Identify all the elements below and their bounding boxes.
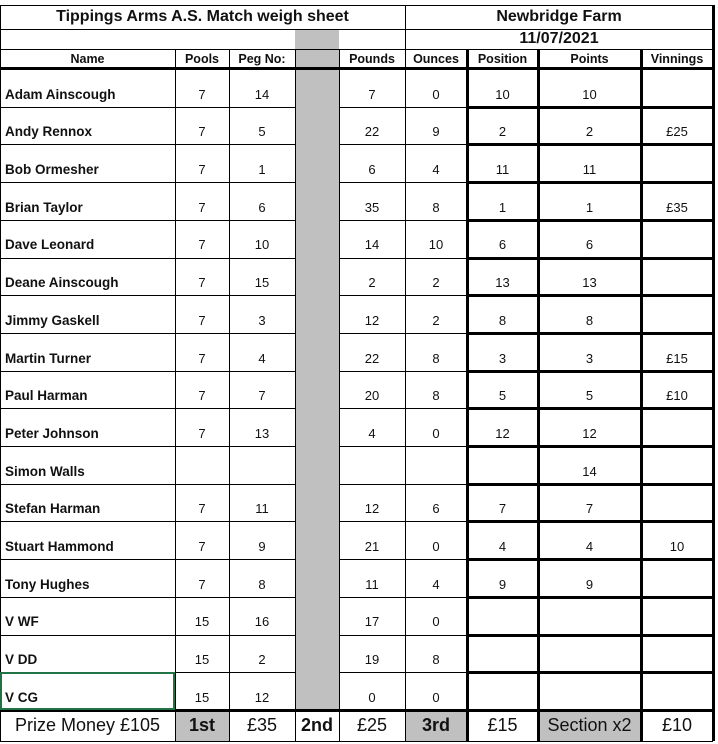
grid-line-horizontal [467, 483, 713, 486]
first-place-amount: £35 [246, 715, 278, 735]
pools-cell[interactable]: 7 [198, 237, 206, 253]
position-cell[interactable]: 11 [495, 162, 510, 178]
position-cell[interactable]: 4 [498, 539, 507, 555]
angler-name-cell[interactable]: Tony Hughes [5, 576, 90, 592]
peg-cell[interactable]: 16 [254, 614, 270, 630]
grid-line-horizontal [467, 671, 713, 674]
header-pounds: Pounds [349, 51, 395, 66]
pools-cell[interactable]: 15 [194, 614, 210, 630]
grid-line-horizontal [0, 67, 713, 70]
pools-cell[interactable]: 7 [198, 576, 206, 592]
angler-name-cell[interactable]: Simon Walls [5, 463, 85, 479]
pounds-cell[interactable]: 35 [364, 199, 380, 215]
grid-line-vertical [175, 49, 176, 741]
winnings-cell[interactable] [641, 559, 713, 597]
grid-line-vertical [295, 49, 296, 741]
grid-line-horizontal [467, 370, 713, 373]
pools-cell[interactable]: 7 [198, 539, 206, 555]
position-cell[interactable] [467, 597, 538, 635]
angler-name-cell[interactable]: Jimmy Gaskell [5, 312, 100, 328]
points-cell[interactable]: 4 [585, 539, 594, 555]
peg-cell[interactable]: 6 [258, 199, 266, 215]
ounces-cell[interactable]: 9 [432, 124, 440, 140]
grid-line-horizontal [0, 408, 295, 409]
peg-cell[interactable]: 13 [254, 425, 270, 441]
pools-cell[interactable]: 7 [198, 199, 206, 215]
grid-line-horizontal [0, 333, 295, 334]
grid-line-horizontal [339, 371, 467, 372]
points-cell[interactable]: 10 [582, 86, 597, 102]
grid-line-horizontal [339, 672, 467, 673]
third-place-label: 3rd [405, 710, 467, 741]
grid-line-vertical [339, 49, 340, 741]
angler-name-cell[interactable]: Peter Johnson [5, 425, 99, 441]
points-cell[interactable]: 12 [582, 425, 597, 441]
grid-line-horizontal [339, 446, 467, 447]
points-cell[interactable]: 6 [585, 237, 594, 253]
points-cell[interactable]: 7 [585, 501, 594, 517]
grid-line-horizontal [339, 258, 467, 259]
grid-line-horizontal [339, 521, 467, 522]
winnings-cell[interactable] [641, 69, 713, 107]
ounces-cell[interactable]: 4 [432, 162, 440, 178]
grid-line-horizontal [467, 106, 713, 109]
pools-cell[interactable]: 7 [198, 501, 206, 517]
grid-line-horizontal [467, 332, 713, 335]
cell-selection-outline [0, 672, 175, 710]
pools-cell[interactable]: 7 [198, 350, 206, 366]
grid-line-horizontal [0, 49, 713, 50]
peg-cell[interactable]: 9 [258, 539, 266, 555]
pounds-cell[interactable]: 6 [368, 162, 376, 178]
angler-name-cell[interactable]: Paul Harman [5, 388, 88, 404]
angler-name-cell[interactable]: V WF [5, 614, 39, 630]
grid-line-horizontal [0, 521, 295, 522]
grid-line-vertical [537, 49, 540, 741]
position-cell[interactable]: 9 [498, 576, 507, 592]
pounds-cell[interactable] [339, 446, 405, 484]
pools-cell[interactable]: 7 [198, 124, 206, 140]
grid-line-horizontal [0, 258, 295, 259]
grid-line-horizontal [0, 29, 713, 30]
grid-line-horizontal [0, 182, 295, 183]
grid-line-horizontal [467, 143, 713, 146]
header-winnings: Vinnings [650, 51, 704, 66]
venue-name: Newbridge Farm [496, 8, 622, 25]
points-cell[interactable]: 3 [585, 350, 594, 366]
position-cell[interactable]: 3 [498, 350, 507, 366]
ounces-cell[interactable]: 8 [432, 350, 440, 366]
peg-cell[interactable] [229, 446, 295, 484]
grid-line-horizontal [467, 219, 713, 222]
points-cell[interactable]: 11 [582, 162, 597, 178]
angler-name-cell[interactable]: Andy Rennox [5, 124, 93, 140]
ounces-cell[interactable] [405, 446, 467, 484]
header-points: Points [570, 51, 609, 66]
second-place-amount: £25 [356, 715, 388, 735]
ounces-cell[interactable]: 0 [432, 539, 440, 555]
position-cell[interactable]: 7 [498, 501, 507, 517]
header-pools: Pools [184, 51, 220, 66]
grid-line-horizontal [339, 333, 467, 334]
ounces-cell[interactable]: 0 [432, 614, 440, 630]
grid-line-horizontal [467, 181, 713, 184]
grid-line-horizontal [0, 295, 295, 296]
winnings-cell[interactable]: £25 [666, 124, 688, 140]
peg-cell[interactable]: 12 [254, 689, 270, 705]
pounds-cell[interactable]: 7 [368, 86, 376, 102]
angler-name-cell[interactable]: V DD [5, 652, 38, 668]
grid-line-horizontal [467, 596, 713, 599]
grid-line-horizontal [0, 559, 295, 560]
peg-cell[interactable]: 8 [258, 576, 266, 592]
points-cell[interactable] [538, 672, 641, 710]
points-cell[interactable]: 2 [585, 124, 594, 140]
pounds-cell[interactable]: 21 [364, 539, 380, 555]
winnings-cell[interactable] [641, 635, 713, 673]
match-date: 11/07/2021 [519, 30, 599, 47]
points-cell[interactable]: 8 [585, 312, 594, 328]
header-ounces: Ounces [413, 51, 459, 66]
pounds-cell[interactable]: 17 [364, 614, 380, 630]
grid-line-horizontal [0, 107, 295, 108]
pools-cell[interactable]: 7 [198, 425, 206, 441]
points-cell[interactable] [538, 635, 641, 673]
ounces-cell[interactable]: 0 [432, 425, 440, 441]
pools-cell[interactable]: 7 [198, 86, 206, 102]
grid-line-horizontal [0, 446, 295, 447]
grid-line-horizontal [467, 520, 713, 523]
winnings-cell[interactable]: £10 [666, 388, 688, 404]
grid-line-vertical [405, 5, 406, 741]
grid-line-horizontal [339, 182, 467, 183]
prize-money-label: Prize Money £105 [14, 715, 161, 735]
points-cell[interactable]: 5 [585, 388, 594, 404]
winnings-cell[interactable]: 10 [669, 539, 685, 555]
ounces-cell[interactable]: 10 [428, 237, 444, 253]
peg-cell[interactable]: 5 [258, 124, 266, 140]
peg-cell[interactable]: 3 [258, 312, 266, 328]
header-position: Position [477, 51, 528, 66]
pounds-cell[interactable]: 4 [368, 425, 376, 441]
grid-line-horizontal [467, 445, 713, 448]
header-peg: Peg No: [238, 51, 286, 66]
ounces-cell[interactable]: 8 [432, 388, 440, 404]
position-cell[interactable] [467, 635, 538, 673]
grid-line-horizontal [467, 558, 713, 561]
header-name: Name [70, 51, 105, 66]
winnings-cell[interactable] [641, 446, 713, 484]
grid-line-horizontal [0, 635, 295, 636]
grid-line-horizontal [467, 407, 713, 410]
winnings-cell[interactable] [641, 258, 713, 296]
angler-name-cell[interactable]: Stefan Harman [5, 501, 101, 517]
section-prize-label: Section x2 [538, 710, 641, 741]
first-place-label: 1st [175, 710, 229, 741]
pools-cell[interactable]: 15 [194, 689, 210, 705]
grid-line-horizontal [467, 257, 713, 260]
angler-name-cell[interactable]: Brian Taylor [5, 199, 83, 215]
points-cell[interactable]: 14 [582, 463, 597, 479]
grid-line-horizontal [339, 635, 467, 636]
winnings-cell[interactable] [641, 295, 713, 333]
third-place-amount: £15 [487, 715, 518, 735]
peg-cell[interactable]: 15 [254, 275, 270, 291]
grid-line-horizontal [0, 741, 713, 742]
angler-name-cell[interactable]: Deane Ainscough [5, 275, 119, 291]
angler-name-cell[interactable]: Martin Turner [5, 350, 92, 366]
grid-line-horizontal [467, 294, 713, 297]
grid-line-horizontal [339, 484, 467, 485]
points-cell[interactable]: 1 [585, 199, 594, 215]
section-prize-amount: £10 [661, 715, 693, 735]
pounds-cell[interactable]: 20 [364, 388, 380, 404]
position-cell[interactable] [467, 672, 538, 710]
peg-cell[interactable]: 2 [258, 652, 266, 668]
winnings-cell[interactable] [641, 220, 713, 258]
position-cell[interactable]: 8 [498, 312, 507, 328]
pools-cell[interactable]: 7 [198, 275, 206, 291]
grid-line-horizontal [339, 597, 467, 598]
grid-line-horizontal [339, 559, 467, 560]
pounds-cell[interactable]: 2 [368, 275, 376, 291]
angler-name-cell[interactable]: Stuart Hammond [5, 539, 114, 555]
ounces-cell[interactable]: 2 [432, 312, 440, 328]
pools-cell[interactable]: 7 [198, 388, 206, 404]
ounces-cell[interactable]: 4 [432, 576, 440, 592]
angler-name-cell[interactable]: Bob Ormesher [5, 162, 99, 178]
winnings-cell[interactable] [641, 408, 713, 446]
pounds-cell[interactable]: 12 [364, 312, 380, 328]
pools-cell[interactable] [175, 446, 229, 484]
grid-line-horizontal [0, 144, 295, 145]
grid-line-vertical [466, 49, 469, 741]
grid-line-vertical [229, 49, 230, 741]
peg-cell[interactable]: 1 [258, 162, 266, 178]
points-cell[interactable]: 13 [582, 275, 597, 291]
ounces-cell[interactable]: 8 [432, 199, 440, 215]
position-cell[interactable]: 10 [495, 86, 510, 102]
sheet-title: Tippings Arms A.S. Match weigh sheet [56, 8, 349, 25]
grid-line-horizontal [0, 597, 295, 598]
winnings-cell[interactable] [641, 672, 713, 710]
position-cell[interactable]: 12 [495, 425, 510, 441]
points-cell[interactable]: 9 [585, 576, 594, 592]
ounces-cell[interactable]: 8 [432, 652, 440, 668]
grid-line-horizontal [0, 484, 295, 485]
grid-line-vertical [0, 5, 1, 741]
second-place-label: 2nd [300, 715, 333, 735]
grid-line-horizontal [339, 107, 467, 108]
grid-line-horizontal [0, 5, 713, 6]
grid-line-horizontal [0, 220, 295, 221]
winnings-cell[interactable] [641, 597, 713, 635]
position-cell[interactable]: 6 [498, 237, 507, 253]
grid-line-vertical [640, 49, 643, 741]
pools-cell[interactable]: 7 [198, 162, 206, 178]
pools-cell[interactable]: 7 [198, 312, 206, 328]
winnings-cell[interactable]: £35 [666, 199, 688, 215]
grid-line-horizontal [339, 220, 467, 221]
grid-line-horizontal [339, 408, 467, 409]
winnings-cell[interactable] [641, 484, 713, 522]
ounces-cell[interactable]: 0 [432, 86, 440, 102]
pounds-cell[interactable]: 22 [364, 350, 380, 366]
position-cell[interactable]: 5 [498, 388, 507, 404]
pounds-cell[interactable]: 0 [368, 689, 376, 705]
pounds-cell[interactable]: 14 [364, 237, 380, 253]
pools-cell[interactable]: 15 [194, 652, 210, 668]
pounds-cell[interactable]: 22 [364, 124, 380, 140]
pounds-cell[interactable]: 19 [364, 652, 380, 668]
position-cell[interactable]: 1 [498, 199, 507, 215]
ounces-cell[interactable]: 0 [432, 689, 440, 705]
ounces-cell[interactable]: 6 [432, 501, 440, 517]
pounds-cell[interactable]: 11 [365, 576, 379, 592]
points-cell[interactable] [538, 597, 641, 635]
position-cell[interactable]: 13 [495, 275, 510, 291]
ounces-cell[interactable]: 2 [432, 275, 440, 291]
grid-line-horizontal [467, 634, 713, 637]
position-cell[interactable]: 2 [498, 124, 507, 140]
grid-line-horizontal [339, 144, 467, 145]
peg-cell[interactable]: 7 [258, 388, 266, 404]
angler-name-cell[interactable]: V CG [5, 689, 39, 705]
grid-line-horizontal [339, 295, 467, 296]
pounds-cell[interactable]: 12 [364, 501, 380, 517]
angler-name-cell[interactable]: Adam Ainscough [5, 86, 116, 102]
position-cell[interactable] [467, 446, 538, 484]
peg-cell[interactable]: 14 [254, 86, 270, 102]
winnings-cell[interactable] [641, 144, 713, 182]
grid-line-horizontal [0, 371, 295, 372]
peg-cell[interactable]: 10 [254, 237, 270, 253]
winnings-cell[interactable]: £15 [666, 350, 688, 366]
peg-cell[interactable]: 4 [258, 350, 266, 366]
grid-line-vertical [712, 5, 715, 741]
angler-name-cell[interactable]: Dave Leonard [5, 237, 95, 253]
spacer-column [295, 29, 339, 710]
peg-cell[interactable]: 11 [255, 501, 269, 517]
